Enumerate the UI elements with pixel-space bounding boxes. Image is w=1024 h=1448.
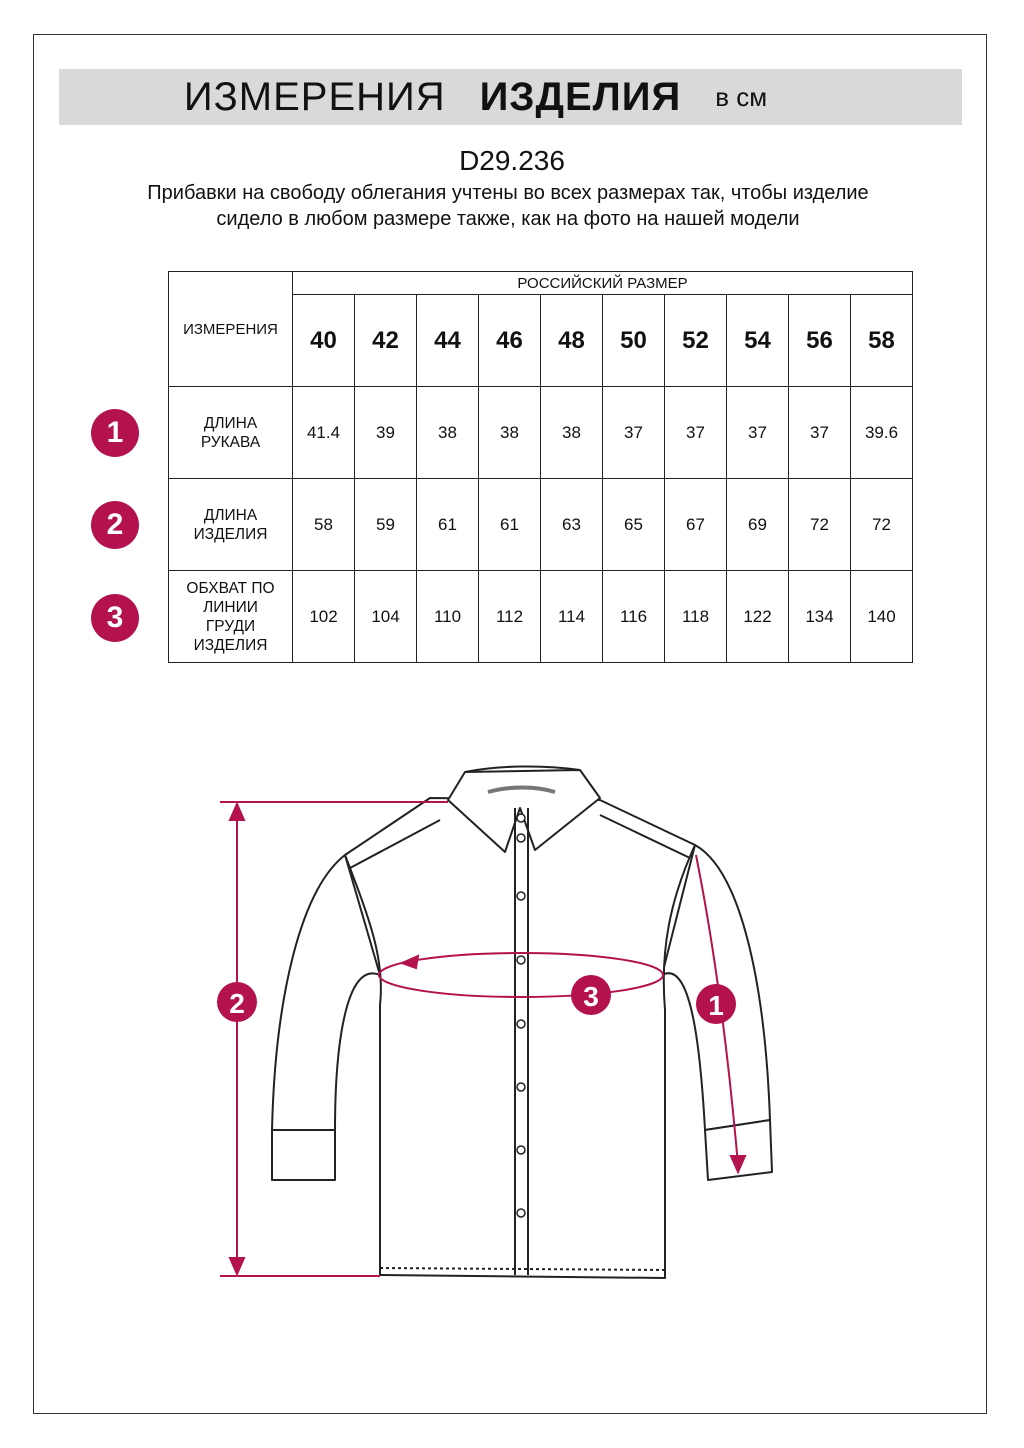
value-cell: 110: [417, 571, 479, 663]
title-bold: ИЗДЕЛИЯ: [479, 74, 682, 119]
value-cell: 38: [541, 387, 603, 479]
marker-2-label: 2: [229, 988, 245, 1019]
value-cell: 72: [789, 479, 851, 571]
value-cell: 116: [603, 571, 665, 663]
row-label-sleeve: [169, 387, 293, 479]
label-line: ИЗДЕЛИЯ: [193, 525, 268, 543]
size-cell: 46: [479, 295, 541, 387]
marker-2: [217, 982, 257, 1022]
value-cell: 59: [355, 479, 417, 571]
row-label-length: [169, 479, 293, 571]
size-cell: 44: [417, 295, 479, 387]
marker-3: [571, 975, 611, 1015]
value-cell: 58: [293, 479, 355, 571]
label-line: ИЗДЕЛИЯ: [193, 636, 268, 654]
title-unit: в см: [715, 81, 768, 112]
value-cell: 67: [665, 479, 727, 571]
title-light: ИЗМЕРЕНИЯ: [183, 74, 446, 119]
table-row-length: [169, 479, 913, 571]
value-cell: 63: [541, 479, 603, 571]
size-cell: 56: [789, 295, 851, 387]
value-cell: 39.6: [851, 387, 913, 479]
value-cell: 114: [541, 571, 603, 663]
value-cell: 39: [355, 387, 417, 479]
value-cell: 104: [355, 571, 417, 663]
label-line: ДЛИНА: [203, 414, 258, 432]
label-line: ДЛИНА: [203, 506, 258, 524]
label-line: РУКАВА: [200, 433, 261, 451]
value-cell: 41.4: [293, 387, 355, 479]
label-line: ЛИНИИ: [203, 598, 258, 616]
size-cell: 52: [665, 295, 727, 387]
value-cell: 112: [479, 571, 541, 663]
value-cell: 37: [727, 387, 789, 479]
value-cell: 102: [293, 571, 355, 663]
measure-header: ИЗМЕРЕНИЯ: [169, 272, 293, 387]
table-row-chest: [169, 571, 913, 663]
marker-1: [696, 984, 736, 1024]
marker-3-label: 3: [583, 981, 599, 1012]
size-cell: 48: [541, 295, 603, 387]
value-cell: 38: [479, 387, 541, 479]
value-cell: 61: [417, 479, 479, 571]
size-table: [168, 271, 913, 663]
size-cell: 50: [603, 295, 665, 387]
size-cell: 58: [851, 295, 913, 387]
shirt-diagram: [0, 700, 1024, 1300]
value-cell: 140: [851, 571, 913, 663]
value-cell: 37: [789, 387, 851, 479]
value-cell: 72: [851, 479, 913, 571]
value-cell: 69: [727, 479, 789, 571]
value-cell: 37: [665, 387, 727, 479]
table-row-sleeve: [169, 387, 913, 479]
row-badge-1: 1: [91, 409, 139, 457]
fit-note: Прибавки на свободу облегания учтены во всех размерах так, чтобы изделие сидело в любом размере также, как на фото на нашей модели: [147, 182, 869, 230]
value-cell: 118: [665, 571, 727, 663]
row-label-chest: [169, 571, 293, 663]
row-badge-2: 2: [91, 501, 139, 549]
marker-1-label: 1: [708, 990, 724, 1021]
value-cell: 65: [603, 479, 665, 571]
value-cell: 38: [417, 387, 479, 479]
row-badge-3: 3: [91, 594, 139, 642]
title-bar: [59, 69, 962, 125]
label-line: ГРУДИ: [205, 617, 256, 635]
label-line: ОБХВАТ ПО: [186, 579, 275, 597]
value-cell: 134: [789, 571, 851, 663]
page-title: [59, 69, 962, 125]
size-cell: 54: [727, 295, 789, 387]
size-cell: 40: [293, 295, 355, 387]
size-cell: 42: [355, 295, 417, 387]
value-cell: 122: [727, 571, 789, 663]
value-cell: 61: [479, 479, 541, 571]
size-header: РОССИЙСКИЙ РАЗМЕР: [293, 272, 913, 295]
article-number: D29.236: [459, 145, 565, 176]
value-cell: 37: [603, 387, 665, 479]
